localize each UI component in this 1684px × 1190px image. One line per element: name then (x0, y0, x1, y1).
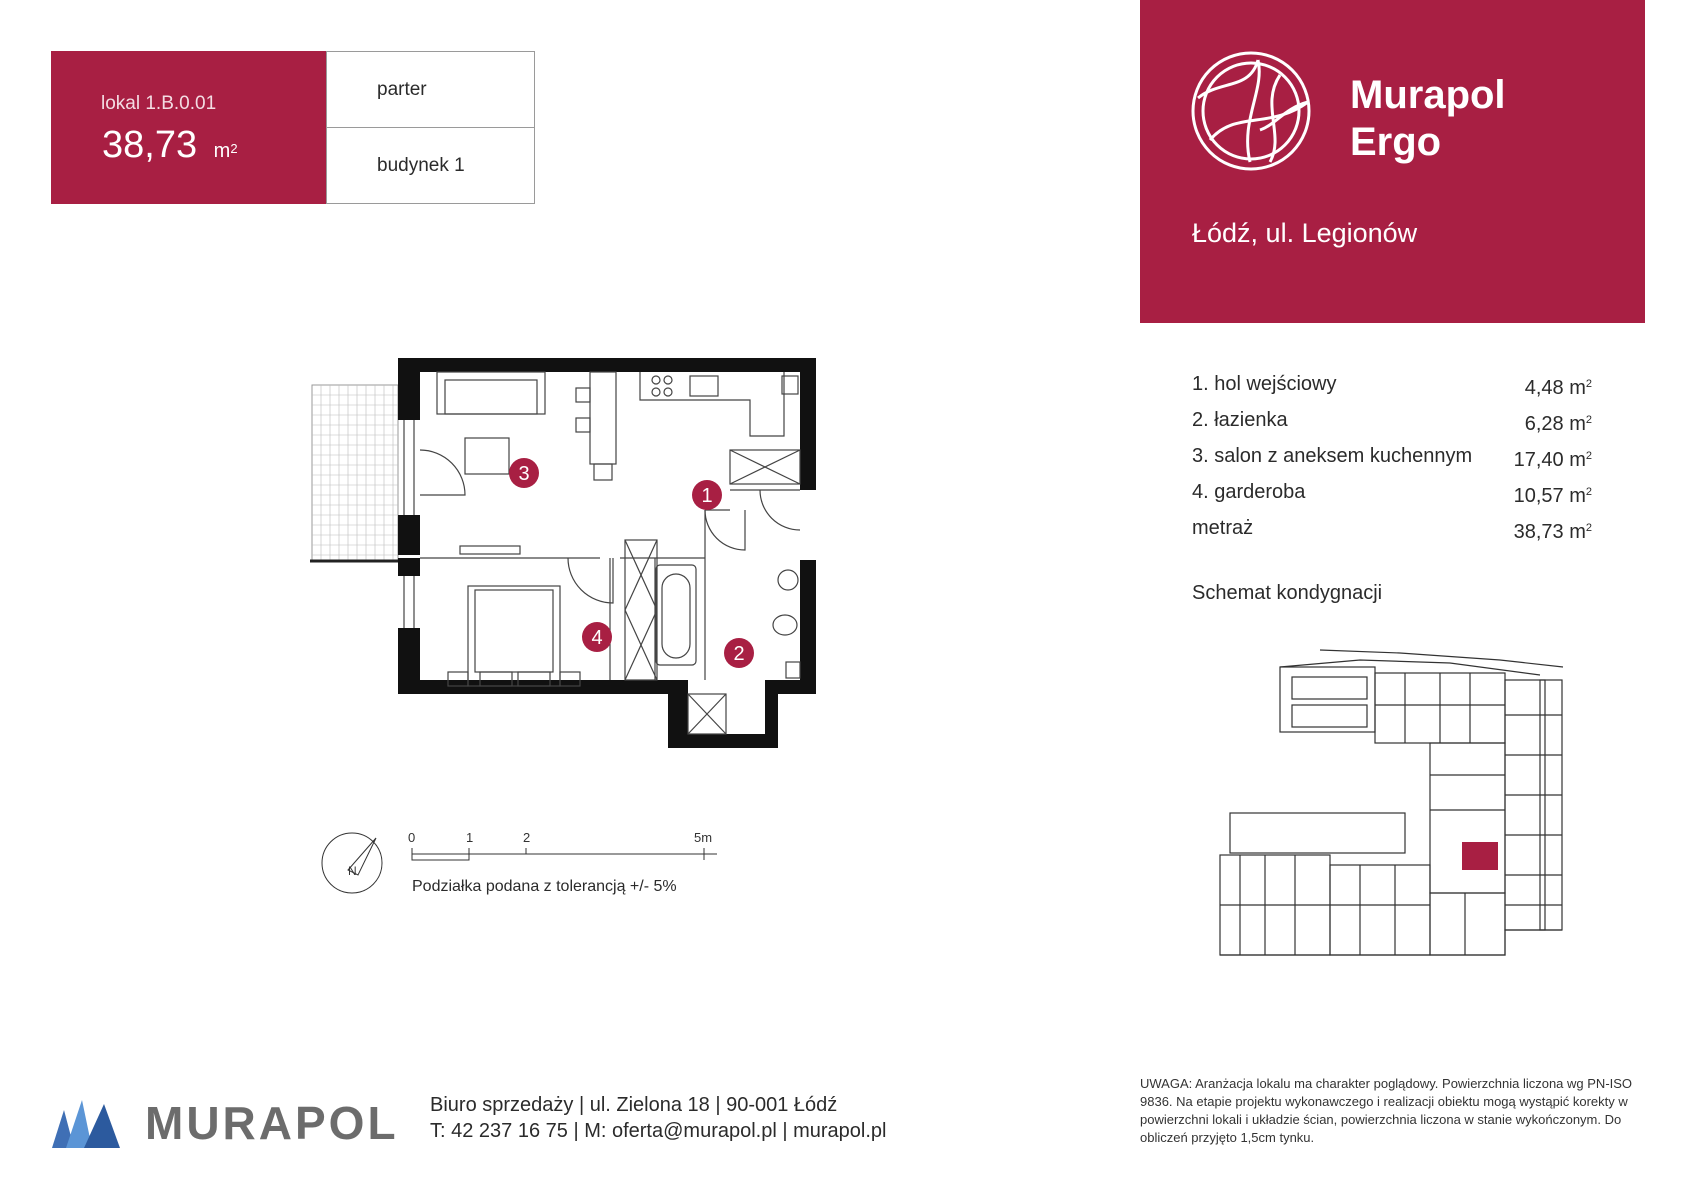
room-markers (509, 458, 754, 668)
room-marker-label: 3 (518, 463, 530, 485)
ergo-logo-icon (1190, 50, 1312, 172)
building-schema (1200, 645, 1580, 965)
brand-address: Łódź, ul. Legionów (1192, 218, 1418, 248)
unit-area (102, 124, 238, 167)
balcony (310, 385, 400, 561)
room-area-value: 6,28 m (1524, 413, 1586, 435)
interior (404, 372, 800, 734)
footer-brand: MURAPOL (145, 1097, 399, 1149)
contact-info: T: 42 237 16 75 | M: oferta@murapol.pl | murapol.pl (430, 1120, 887, 1142)
total-area-label: metraż (1192, 517, 1254, 539)
room-area-exponent: 2 (1585, 450, 1592, 462)
unit-area-value: 38,73 (102, 124, 198, 166)
sales-office-address: Biuro sprzedaży | ul. Zielona 18 | 90-001 Łódź (430, 1094, 838, 1116)
room-area-exponent: 2 (1585, 414, 1592, 426)
floor-plan (300, 350, 840, 785)
brand-name-line2: Ergo (1350, 120, 1442, 164)
scale-tick-2: 2 (523, 830, 531, 845)
room-name: 2. łazienka (1192, 409, 1288, 431)
murapol-logo-icon (52, 1100, 122, 1148)
walls (398, 358, 816, 748)
total-area-row (1192, 510, 1592, 546)
brand-panel (1140, 0, 1645, 323)
floor-schema-title: Schemat kondygnacji (1192, 582, 1383, 604)
total-area (1514, 510, 1592, 550)
room-name: 1. hol wejściowy (1192, 373, 1337, 395)
room-marker-label: 4 (591, 627, 603, 649)
room-name: 3. salon z aneksem kuchennym (1192, 445, 1473, 467)
room-name: 4. garderoba (1192, 481, 1306, 503)
unit-label: lokal 1.B.0.01 (101, 93, 217, 114)
total-area-value: 38,73 m (1513, 521, 1586, 543)
room-area-exponent: 2 (1585, 378, 1592, 390)
unit-location-highlight (1462, 842, 1498, 870)
rooms-table (1192, 366, 1592, 546)
room-area (1525, 402, 1592, 442)
room-marker-label: 1 (701, 485, 713, 507)
scale-tick-5: 5m (694, 830, 713, 845)
unit-area-exponent: 2 (230, 141, 238, 156)
room-row (1192, 474, 1592, 510)
room-marker-label: 2 (733, 643, 745, 665)
total-area-exponent: 2 (1585, 522, 1592, 534)
north-label: N (348, 864, 357, 878)
room-area-value: 10,57 m (1513, 485, 1586, 507)
room-row (1192, 366, 1592, 402)
scale-tick-1: 1 (466, 830, 474, 845)
room-area-value: 4,48 m (1524, 377, 1586, 399)
room-area (1514, 438, 1592, 478)
location-box (326, 51, 535, 204)
room-area-exponent: 2 (1585, 486, 1592, 498)
brand-name (1350, 72, 1506, 166)
room-row (1192, 402, 1592, 438)
floor-label: parter (327, 52, 534, 128)
unit-info-panel (51, 51, 326, 204)
scale-tick-0: 0 (408, 830, 416, 845)
scale-bar (318, 820, 718, 910)
disclaimer-note: UWAGA: Aranżacja lokalu ma charakter poglądowy. Powierzchnia liczona wg PN-ISO 9836. Na etapie projektu wykonawczego i realizacji obiektu mogą wystąpić korekty w powierzchni lokali i układzie ścian, powierzchnia liczona w stanie wykończonym. Do obliczeń przyjęto 1,5cm tynku. (1140, 1076, 1633, 1145)
scale-note: Podziałka podana z tolerancją +/- 5% (412, 878, 677, 895)
room-row (1192, 438, 1592, 474)
room-area (1525, 366, 1592, 406)
room-area (1514, 474, 1592, 514)
building-label: budynek 1 (377, 155, 465, 176)
brand-name-line1: Murapol (1350, 73, 1506, 117)
unit-area-unit: m (213, 140, 231, 162)
room-area-value: 17,40 m (1513, 449, 1586, 471)
